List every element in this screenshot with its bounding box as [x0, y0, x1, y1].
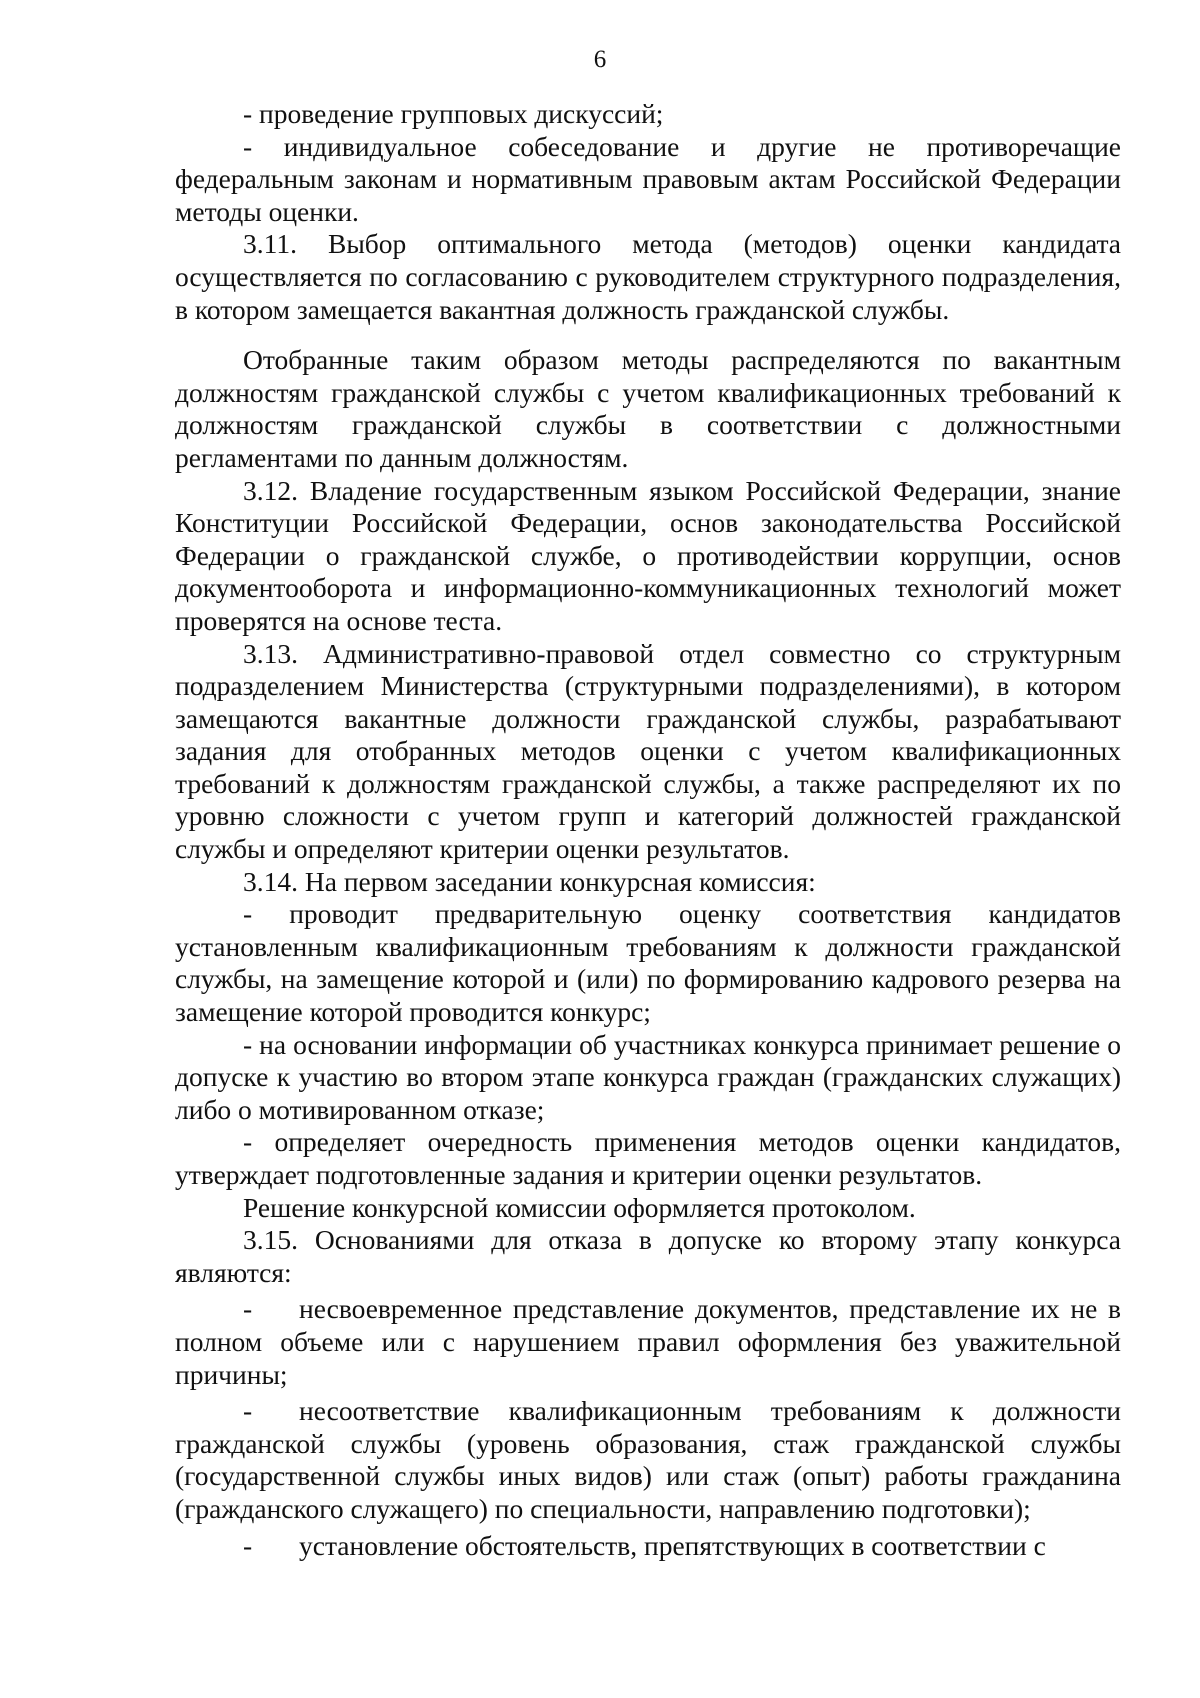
paragraph-group-discussions: - проведение групповых дискуссий; — [243, 98, 664, 129]
list-dash: - — [243, 1529, 253, 1561]
list-dash: - — [243, 1293, 253, 1325]
paragraph-3-13: 3.13. Административно-правовой отдел совместно со структурным подразделением Министерства (структурными подразделениями), в котором замещаются вакантные должности гражданской службы, разрабатывают задания для отобранных методов оценки с учетом квалификационных требований к должностям гражданской службы, а также распределяют их по уровню сложности с учетом групп и категорий должностей гражданской службы и определяют критерии оценки результатов. — [175, 637, 1121, 865]
paragraph-commission-protocol: Решение конкурсной комиссии оформляется протоколом. — [243, 1191, 916, 1223]
paragraph-3-12: 3.12. Владение государственным языком Российской Федерации, знание Конституции Российской Федерации, основ законодательства Российской Федерации о гражданской службе, о противодействии коррупции, основ документооборота и информационно-коммуникационных технологий может проверятся на основе теста. — [175, 474, 1121, 636]
document-body — [175, 98, 1121, 1562]
paragraph-individual-interview: - индивидуальное собеседование и другие не противоречащие федеральным законам и нормативным правовым актам Российской Федерации методы оценки. — [175, 130, 1121, 227]
list-item-text: несвоевременное представление документов, представление их не в полном объеме или с нарушением правил оформления без уважительной причины; — [175, 1293, 1121, 1390]
paragraph-order-of-methods: - определяет очередность применения методов оценки кандидатов, утверждает подготовленные задания и критерии оценки результатов. — [175, 1126, 1121, 1190]
paragraph-admission-decision: - на основании информации об участниках конкурса принимает решение о допуске к участию во втором этапе конкурса граждан (гражданских служащих) либо о мотивированном отказе; — [175, 1028, 1121, 1125]
paragraph-3-15: 3.15. Основаниями для отказа в допуске ко второму этапу конкурса являются: — [175, 1224, 1121, 1288]
paragraph-3-14: 3.14. На первом заседании конкурсная комиссия: — [243, 865, 816, 897]
paragraph-preliminary-assessment: - проводит предварительную оценку соответствия кандидатов установленным квалификационным требованиям к должности гражданской службы, на замещение которой и (или) по формированию кадрового резерва на замещение которой проводится конкурс; — [175, 898, 1121, 1028]
list-item-text: установление обстоятельств, препятствующих в соответствии с — [299, 1529, 1046, 1561]
list-item — [175, 1530, 1121, 1563]
list-item — [175, 1395, 1121, 1525]
list-item-text: несоответствие квалификационным требованиям к должности гражданской службы (уровень образования, стаж гражданской службы (государственной службы иных видов) или стаж (опыт) работы гражданина (гражданского служащего) по специальности, направлению подготовки); — [175, 1395, 1121, 1524]
page-number: 6 — [593, 46, 607, 73]
list-item — [175, 1293, 1121, 1391]
list-dash: - — [243, 1395, 253, 1427]
paragraph-3-11: 3.11. Выбор оптимального метода (методов) оценки кандидата осуществляется по согласованию с руководителем структурного подразделения, в котором замещается вакантная должность гражданской службы. — [175, 228, 1121, 325]
paragraph-selected-methods: Отобранные таким образом методы распределяются по вакантным должностям гражданской службы с учетом квалификационных требований к должностям гражданской службы в соответствии с должностными регламентами по данным должностям. — [175, 344, 1121, 473]
